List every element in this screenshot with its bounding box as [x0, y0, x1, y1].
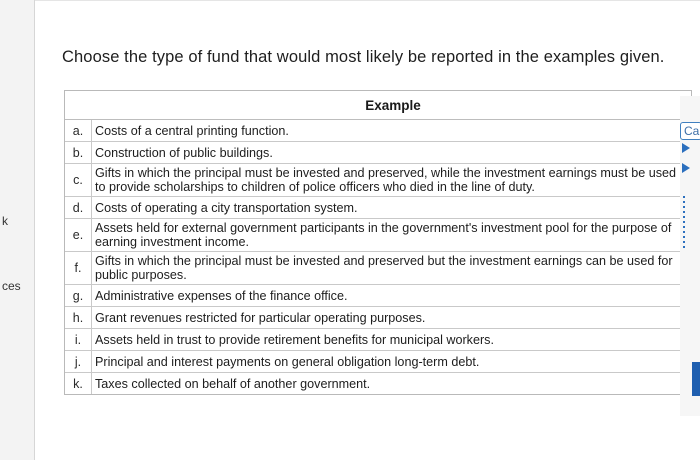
table-row [65, 164, 691, 197]
row-text: Assets held for external government participants in the government's investment pool for the purpose of earning investment income. [95, 221, 672, 249]
row-letter: k. [65, 373, 92, 394]
table-row [65, 219, 691, 252]
row-letter: g. [65, 285, 92, 306]
dropdown-arrow-icon[interactable] [682, 143, 690, 153]
scroll-indicator [683, 196, 685, 250]
row-text: Assets held in trust to provide retirement benefits for municipal workers. [95, 332, 494, 347]
table-header: Example [65, 91, 691, 120]
table-row [65, 285, 691, 307]
row-letter: c. [65, 164, 92, 196]
row-letter: f. [65, 252, 92, 284]
left-edge-text-top: k [2, 214, 8, 228]
selection-indicator [692, 362, 700, 396]
row-letter: b. [65, 142, 92, 163]
table-row [65, 351, 691, 373]
row-text: Gifts in which the principal must be invested and preserved but the investment earnings can be used for public purposes. [95, 254, 673, 282]
row-letter: j. [65, 351, 92, 372]
row-text: Costs of a central printing function. [95, 123, 289, 138]
row-text: Costs of operating a city transportation system. [95, 200, 358, 215]
row-text: Gifts in which the principal must be invested and preserved, while the investment earnings must be used to provide scholarships to children of police officers who died in the line of duty. [95, 166, 677, 194]
row-letter: a. [65, 120, 92, 141]
fund-type-dropdown[interactable]: Ca [680, 122, 700, 140]
row-letter: e. [65, 219, 92, 251]
examples-table [64, 90, 692, 395]
row-text: Construction of public buildings. [95, 145, 273, 160]
top-divider [0, 0, 700, 1]
table-row [65, 373, 691, 394]
table-row [65, 120, 691, 142]
table-row [65, 142, 691, 164]
table-row [65, 307, 691, 329]
row-letter: i. [65, 329, 92, 350]
table-row [65, 252, 691, 285]
row-letter: d. [65, 197, 92, 218]
left-panel-clip [0, 0, 35, 460]
row-text: Grant revenues restricted for particular operating purposes. [95, 310, 426, 325]
row-text: Taxes collected on behalf of another government. [95, 376, 371, 391]
table-row [65, 329, 691, 351]
row-text: Principal and interest payments on general obligation long-term debt. [95, 354, 480, 369]
row-letter: h. [65, 307, 92, 328]
dropdown-arrow-icon[interactable] [682, 163, 690, 173]
question-text: Choose the type of fund that would most likely be reported in the examples given. [62, 48, 665, 66]
left-edge-text-bottom: ces [2, 279, 21, 293]
table-row [65, 197, 691, 219]
row-text: Administrative expenses of the finance office. [95, 288, 348, 303]
